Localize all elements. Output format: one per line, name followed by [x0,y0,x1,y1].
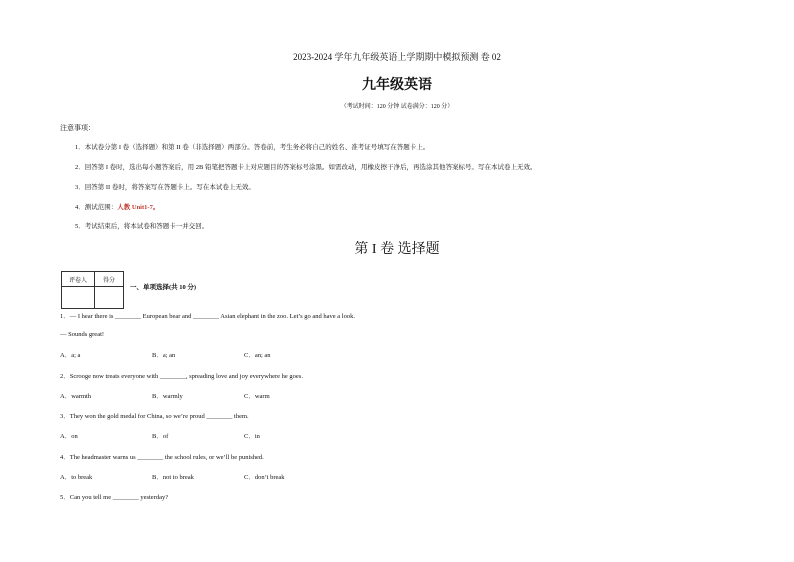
question-1-option-b: B．a; an [152,352,176,359]
test-scope: 人教 Unit1-7。 [117,204,160,211]
notice-item-1: 1．本试卷分第 I 卷（选择题）和第 II 卷（非选择题）两部分。答卷前，考生务必将自己的姓名、准考证号填写在答题卡上。 [75,144,430,151]
notice-item-2: 2．回答第 I 卷时，选出每小题答案后，用 2B 铅笔把答题卡上对应题目的答案标号涂黑。如需改动，用橡皮擦干净后，再选涂其他答案标号。写在本试卷上无效。 [75,164,537,171]
question-4-option-c: C．don’t break [244,474,285,481]
score-cell [95,287,124,309]
question-1-stem: 1．— I hear there is ________ European bear and ________ Asian elephant in the zoo. Let’s go and have a look. [60,313,355,320]
part-title: 一、单项选择(共 10 分) [130,284,197,291]
section-title: 第 I 卷 选择题 [354,242,440,257]
question-1-option-a: A．a; a [60,352,81,359]
question-2-option-a: A．warmth [60,393,92,400]
score-header: 得分 [95,272,124,287]
question-1-option-c: C．an; an [244,352,271,359]
question-2-option-c: C．warm [244,393,270,400]
question-2-option-b: B．warmly [152,393,183,400]
notice-item-5: 5．考试结束后，将本试卷和答题卡一并交回。 [75,223,209,230]
reviewer-cell [62,287,95,309]
question-4-option-a: A．to break [60,474,93,481]
question-3-option-a: A．on [60,433,78,440]
notice-item-4-prefix: 4．测试范围： [75,204,118,211]
question-4-stem: 4．The headmaster warns us ________ the school rules, or we’ll be punished. [60,454,264,461]
question-5-stem: 5．Can you tell me ________ yesterday? [60,494,169,501]
question-4-option-b: B．not to break [152,474,194,481]
exam-title: 2023-2024 学年九年级英语上学期期中模拟预测 卷 02 [293,52,501,62]
notice-label: 注意事项： [60,124,95,132]
question-1-reply: — Sounds great! [60,331,105,338]
exam-info: （考试时间：120 分钟 试卷满分：120 分） [340,104,454,110]
question-2-stem: 2．Scrooge now treats everyone with ________, spreading love and joy everywhere he goes. [60,373,303,380]
question-3-option-b: B．of [152,433,169,440]
question-3-stem: 3．They won the gold medal for China, so we’re proud ________ them. [60,413,249,420]
subject-title: 九年级英语 [362,77,432,93]
notice-item-3: 3．回答第 II 卷时，将答案写在答题卡上。写在本试卷上无效。 [75,184,255,191]
question-3-option-c: C．in [244,433,260,440]
score-table [61,271,124,309]
reviewer-header: 评卷人 [62,272,95,287]
notice-item-4 [75,202,159,211]
